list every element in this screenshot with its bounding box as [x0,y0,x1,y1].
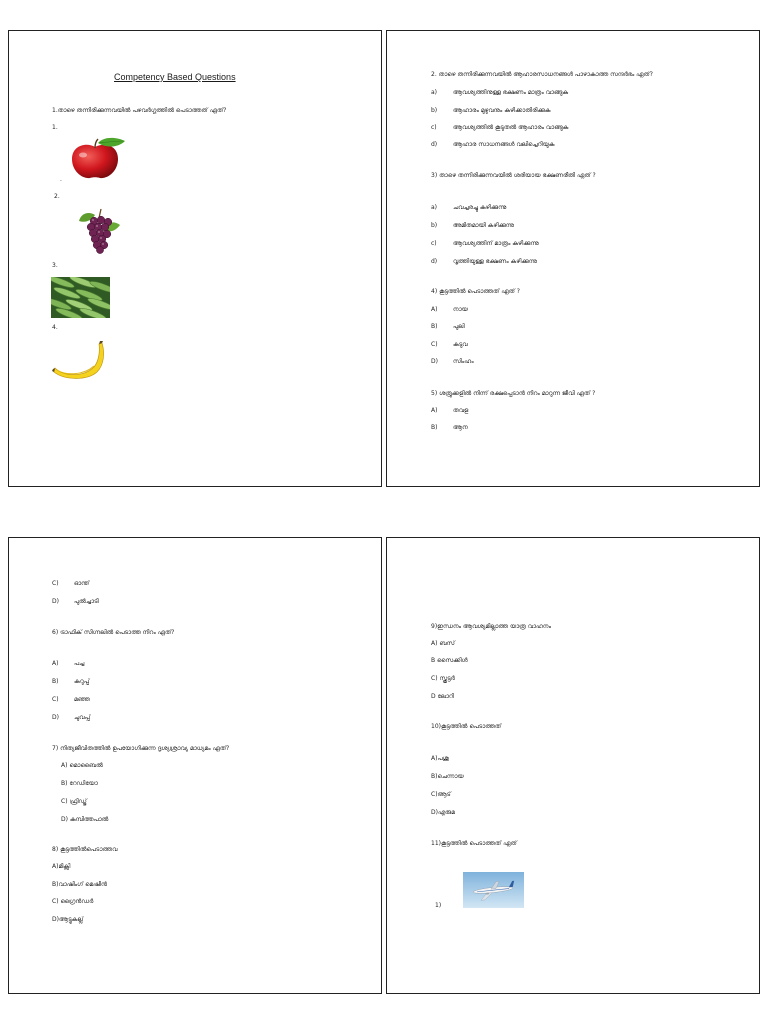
question-3: 3) താഴെ തന്നിരിക്കുന്നവയിൽ ശരിയായ ഭക്ഷണരീതി ഏത് ? [431,172,596,179]
choice-4-label: 4. [52,324,58,331]
option-label: b) [431,222,438,229]
choice-3-label: 3. [52,262,58,269]
option-text: ആന [453,424,468,431]
question-4: 4) കൂട്ടത്തിൽ പെടാത്തത് ഏത് ? [431,288,520,295]
option-label: A) [431,306,438,313]
option-text: A)പശു [431,755,449,762]
option-label: C) [52,580,59,587]
option-text: C) ഗ്രൈൻഡർ [52,898,94,905]
question-9: 9)ഇന്ധനം ആവശ്യമില്ലാത്ത യാത്ര വാഹനം [431,623,551,630]
banana-image [52,341,105,380]
option-text: ചവച്ചരച്ചു കഴിക്കുന്നു [453,204,507,211]
choice-1-label: 1) [435,902,442,909]
option-label: c) [431,124,437,131]
option-text: തവള [453,407,469,414]
option-label: a) [431,204,438,211]
option-label: d) [431,141,438,148]
question-7: 7) നിത്യജീവിതത്തിൽ ഉപയോഗിക്കുന്ന ദൃശ്യശ്രാവ്യ മാധ്യമം ഏത്? [52,745,230,752]
option-text: D)എരുമ [431,809,455,816]
question-2: 2. താഴെ തന്നിരിക്കുന്നവയിൽ ആഹാരസാധനങ്ങൾ പാഴാകാത്ത സന്ദർഭം ഏത്? [431,71,653,78]
option-label: A) [431,407,438,414]
option-text: ചുവപ്പ് [74,714,91,721]
option-text: A) മൊബൈൽ [61,762,103,769]
option-label: B) [431,424,438,431]
choice-1-label: 1. [52,124,58,131]
option-text: B)വാഷിംഗ് മെഷീൻ [52,881,107,888]
option-text: A)മിക്സി [52,863,71,870]
option-label: B) [52,678,59,685]
option-text: പുലി [453,323,465,330]
option-text: പുൽച്ചാടി [74,598,99,605]
option-label: b) [431,107,438,114]
option-text: പച്ച [74,660,85,667]
option-label: D) [52,598,59,605]
option-text: D) കമ്പിത്തപാൽ [61,816,109,823]
option-text: വൃത്തിയുള്ള ഭക്ഷണം കഴിക്കുന്നു [453,258,537,265]
option-text: അമിതമായി കഴിക്കുന്നു [453,222,514,229]
grapes-image [77,207,121,254]
option-label: A) [52,660,59,667]
option-text: കടുവ [453,341,468,348]
document-title: Competency Based Questions [114,72,236,82]
option-label: D) [52,714,59,721]
option-text: A) ബസ് [431,640,455,647]
option-text: C) ഫ്രിഡ്ജ് [61,798,87,805]
option-text: D ലോറി [431,693,454,700]
option-label: d) [431,258,438,265]
page-2 [386,30,760,487]
option-text: ആവശ്യത്തിനുള്ള ഭക്ഷണം മാത്രം വാങ്ങുക [453,89,569,96]
option-text: ഓന്ത് [74,580,90,587]
option-label: D) [431,358,438,365]
option-text: C) സ്കൂട്ടർ [431,675,455,682]
question-11: 11)കൂട്ടത്തിൽ പെടാത്തത് ഏത് [431,840,517,847]
option-label: C) [52,696,59,703]
option-text: ആഹാരം മുഴുവനും കഴിക്കാതിരിക്കുക [453,107,551,114]
option-text: സിംഹം [453,358,474,365]
option-text: നായ [453,306,468,313]
option-text: C)ആട് [431,791,451,798]
question-6: 6) ട്രാഫിക് സിഗ്നലിൽ പെടാത്ത നിറം ഏത്? [52,629,175,636]
option-text: ആവശ്യത്തിന് മാത്രം കഴിക്കുന്നു [453,240,539,247]
question-1: 1.താഴെ തന്നിരിക്കുന്നവയിൽ പഴവർഗ്ഗത്തിൽ പെടാത്തത് ഏത്? [52,107,227,114]
page-3 [8,537,382,994]
option-label: c) [431,240,437,247]
option-text: B) റേഡിയോ [61,780,98,787]
option-text: B)ചെന്നായ [431,773,464,780]
stray-mark: . [60,176,62,183]
okra-image [51,277,110,318]
apple-image [68,137,127,179]
option-text: ആഹാര സാധനങ്ങൾ വലിച്ചെറിയുക [453,141,555,148]
page-4 [386,537,760,994]
page-1 [8,30,382,487]
option-label: C) [431,341,438,348]
option-text: B സൈക്കിൾ [431,657,468,664]
option-text: D)ആട്ടുകല്ല് [52,916,84,923]
question-10: 10)കൂട്ടത്തിൽ പെടാത്തത് [431,723,502,730]
choice-2-label: 2. [54,193,60,200]
option-label: B) [431,323,438,330]
question-5: 5) ശത്രുക്കളിൽ നിന്ന് രക്ഷപ്പെടാൻ നിറം മാറുന്ന ജീവി ഏത് ? [431,390,596,397]
question-8: 8) കൂട്ടത്തിൽപെടാത്തവ [52,846,118,853]
option-label: a) [431,89,438,96]
option-text: കറുപ്പ് [74,678,90,685]
airplane-image [463,872,524,908]
option-text: മഞ്ഞ [74,696,90,703]
option-text: ആവശ്യത്തിൽ കൂടുതൽ ആഹാരം വാങ്ങുക [453,124,569,131]
